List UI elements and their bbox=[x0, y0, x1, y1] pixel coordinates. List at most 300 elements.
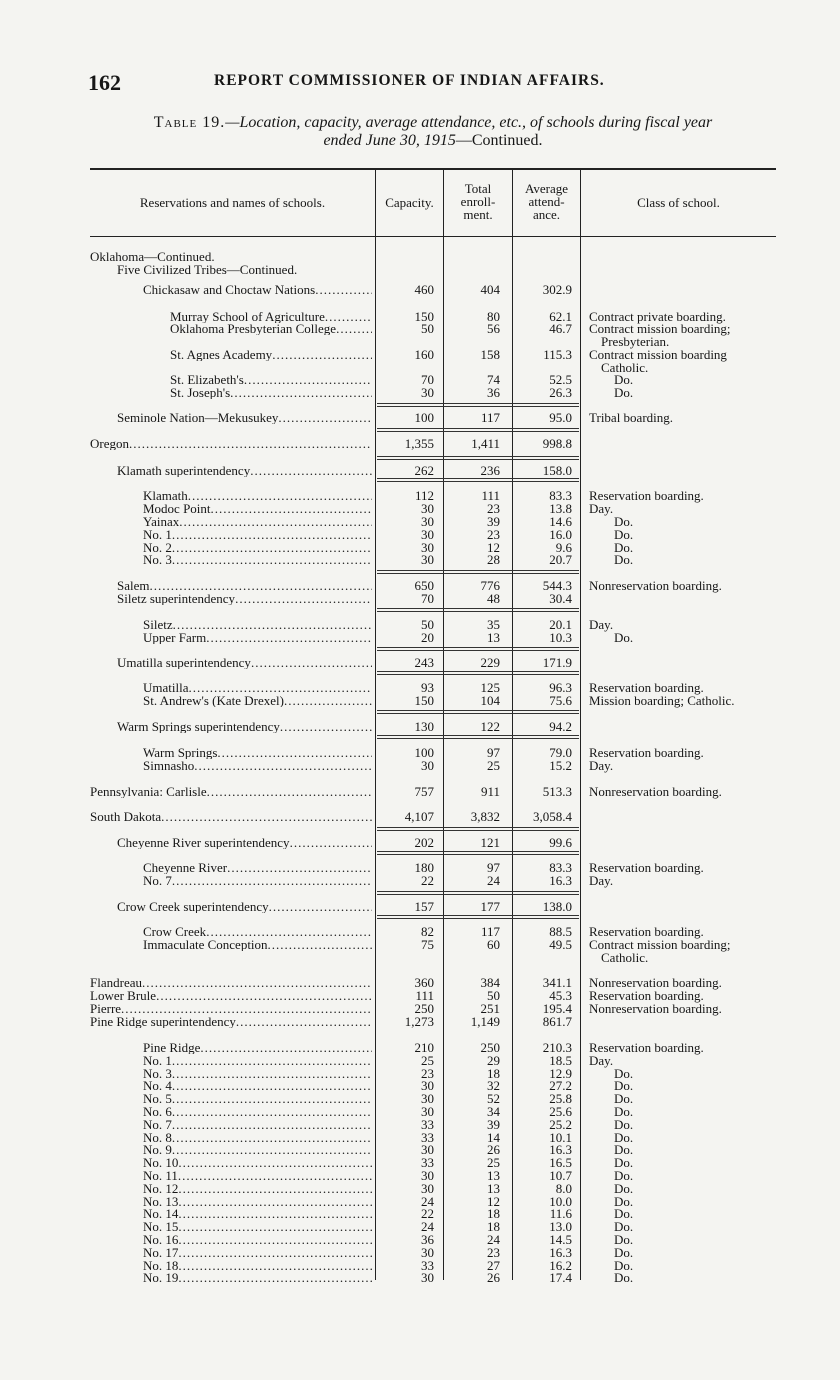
table-row bbox=[0, 553, 840, 566]
table-row bbox=[0, 785, 840, 798]
table-row bbox=[0, 1233, 840, 1246]
school-class: Mission boarding; Catholic. bbox=[589, 693, 735, 708]
school-class: Do. bbox=[614, 1078, 634, 1094]
table-row bbox=[0, 1092, 840, 1105]
attendance-value: 52.5 bbox=[549, 372, 572, 387]
capacity-value: 30 bbox=[421, 501, 434, 516]
enrollment-value: 384 bbox=[480, 975, 500, 990]
attendance-value: 14.6 bbox=[549, 514, 572, 529]
capacity-value: 20 bbox=[421, 630, 434, 645]
enrollment-value: 25 bbox=[487, 1155, 500, 1171]
table-row bbox=[0, 1067, 840, 1080]
school-name: No. 11 ..... bbox=[143, 1169, 372, 1182]
school-name: Yainax ..... bbox=[143, 515, 372, 528]
school-name: Flandreau ..... bbox=[90, 976, 372, 989]
school-name: No. 2 ..... bbox=[143, 541, 372, 554]
school-class: Do. bbox=[614, 552, 634, 567]
enrollment-value: 97 bbox=[487, 860, 500, 875]
table-row bbox=[0, 489, 840, 502]
attendance-value: 62.1 bbox=[549, 309, 572, 324]
capacity-value: 24 bbox=[421, 1219, 434, 1235]
capacity-value: 160 bbox=[414, 347, 434, 362]
table-row bbox=[0, 373, 840, 386]
capacity-value: 33 bbox=[421, 1116, 434, 1132]
school-class: Do. bbox=[614, 1155, 634, 1171]
school-class: Catholic. bbox=[601, 360, 649, 375]
school-class: Do. bbox=[614, 1168, 634, 1183]
school-class: Do. bbox=[614, 1129, 634, 1145]
capacity-value: 4,107 bbox=[404, 809, 434, 824]
table-row bbox=[0, 1015, 840, 1028]
subtotal-rule bbox=[377, 915, 579, 916]
enrollment-value: 23 bbox=[487, 1244, 500, 1260]
subtotal-rule bbox=[377, 647, 579, 648]
capacity-value: 33 bbox=[421, 1155, 434, 1171]
attendance-value: 16.3 bbox=[549, 873, 572, 888]
table-row bbox=[0, 1143, 840, 1156]
table-row bbox=[0, 283, 840, 296]
school-class: Do. bbox=[614, 1065, 634, 1081]
attendance-value: 16.3 bbox=[549, 1244, 572, 1260]
subtotal-rule bbox=[377, 918, 579, 919]
attendance-value: 861.7 bbox=[542, 1014, 572, 1029]
table-row bbox=[0, 720, 840, 733]
attendance-value: 8.0 bbox=[555, 1180, 572, 1196]
school-class: Nonreservation boarding. bbox=[589, 578, 722, 593]
school-class: Tribal boarding. bbox=[589, 410, 674, 425]
enrollment-value: 32 bbox=[487, 1078, 500, 1094]
school-class: Reservation boarding. bbox=[589, 1040, 704, 1055]
school-class: Reservation boarding. bbox=[589, 988, 704, 1003]
capacity-value: 93 bbox=[421, 680, 434, 695]
school-class: Do. bbox=[614, 1116, 634, 1132]
attendance-value: 9.6 bbox=[555, 540, 572, 555]
table-row bbox=[0, 746, 840, 759]
school-name: Immaculate Conception ..... bbox=[143, 938, 372, 951]
enrollment-value: 12 bbox=[487, 540, 500, 555]
enrollment-value: 13 bbox=[487, 1180, 500, 1196]
attendance-value: 20.7 bbox=[549, 552, 572, 567]
enrollment-value: 911 bbox=[480, 784, 500, 799]
enrollment-value: 23 bbox=[487, 527, 500, 542]
attendance-value: 10.0 bbox=[549, 1193, 572, 1209]
capacity-value: 150 bbox=[414, 693, 434, 708]
table-row bbox=[0, 900, 840, 913]
school-name: No. 6 ..... bbox=[143, 1105, 372, 1118]
header-name: Reservations and names of schools. bbox=[139, 195, 326, 210]
attendance-value: 10.7 bbox=[549, 1168, 572, 1183]
school-class: Reservation boarding. bbox=[589, 860, 704, 875]
capacity-value: 22 bbox=[421, 1206, 434, 1222]
enrollment-value: 111 bbox=[481, 488, 500, 503]
school-name: Seminole Nation—Mekusukey ..... bbox=[117, 411, 372, 424]
enrollment-value: 1,411 bbox=[471, 436, 500, 451]
table-row bbox=[0, 348, 840, 361]
enrollment-value: 18 bbox=[487, 1219, 500, 1235]
attendance-value: 171.9 bbox=[542, 655, 572, 670]
enrollment-value: 48 bbox=[487, 591, 500, 606]
school-class: Nonreservation boarding. bbox=[589, 1001, 722, 1016]
school-name: No. 15 ..... bbox=[143, 1220, 372, 1233]
subtotal-rule bbox=[377, 710, 579, 711]
subtotal-rule bbox=[377, 456, 579, 457]
attendance-value: 998.8 bbox=[542, 436, 572, 451]
subtotal-rule bbox=[377, 891, 579, 892]
enrollment-value: 24 bbox=[487, 873, 500, 888]
table-row bbox=[0, 411, 840, 424]
school-name: Warm Springs superintendency ..... bbox=[117, 720, 372, 733]
school-class: Contract mission boarding; bbox=[589, 321, 731, 336]
attendance-value: 10.3 bbox=[549, 630, 572, 645]
table-label: Table 19. bbox=[153, 114, 226, 131]
table-row bbox=[0, 1195, 840, 1208]
school-name: Oregon ..... bbox=[90, 437, 372, 450]
enrollment-value: 13 bbox=[487, 630, 500, 645]
subtotal-rule bbox=[377, 406, 579, 407]
school-name: St. Elizabeth's ..... bbox=[170, 373, 372, 386]
school-name: St. Agnes Academy ..... bbox=[170, 348, 372, 361]
school-name: No. 13 ..... bbox=[143, 1195, 372, 1208]
capacity-value: 30 bbox=[421, 1091, 434, 1107]
subtotal-rule bbox=[377, 431, 579, 432]
capacity-value: 30 bbox=[421, 385, 434, 400]
subtotal-rule bbox=[377, 611, 579, 612]
capacity-value: 30 bbox=[421, 514, 434, 529]
subtotal-rule bbox=[377, 854, 579, 855]
capacity-value: 24 bbox=[421, 1193, 434, 1209]
school-class: Do. bbox=[614, 527, 634, 542]
capacity-value: 70 bbox=[421, 591, 434, 606]
school-class: Nonreservation boarding. bbox=[589, 975, 722, 990]
school-name: Cheyenne River ..... bbox=[143, 861, 372, 874]
attendance-value: 341.1 bbox=[542, 975, 572, 990]
enrollment-value: 29 bbox=[487, 1052, 500, 1068]
capacity-value: 262 bbox=[414, 463, 434, 478]
enrollment-value: 13 bbox=[487, 1168, 500, 1183]
school-name: Lower Brule ..... bbox=[90, 989, 372, 1002]
capacity-value: 1,273 bbox=[404, 1014, 434, 1029]
school-class: Day. bbox=[589, 617, 614, 632]
subtotal-rule bbox=[377, 735, 579, 736]
subtotal-rule bbox=[377, 827, 579, 828]
attendance-value: 83.3 bbox=[549, 488, 572, 503]
school-class: Do. bbox=[614, 1104, 634, 1119]
school-class: Contract private boarding. bbox=[589, 309, 726, 324]
subtotal-rule bbox=[377, 674, 579, 675]
capacity-value: 30 bbox=[421, 552, 434, 567]
capacity-value: 30 bbox=[421, 1078, 434, 1094]
school-name: No. 19 ..... bbox=[143, 1271, 372, 1284]
enrollment-value: 1,149 bbox=[470, 1014, 500, 1029]
enrollment-value: 35 bbox=[487, 617, 500, 632]
table-row bbox=[0, 528, 840, 541]
subtotal-rule bbox=[377, 481, 579, 482]
school-name: No. 17 ..... bbox=[143, 1246, 372, 1259]
school-name: Modoc Point ..... bbox=[143, 502, 372, 515]
school-name: Crow Creek ..... bbox=[143, 925, 372, 938]
school-class: Day. bbox=[589, 501, 614, 516]
capacity-value: 100 bbox=[414, 745, 434, 760]
header-attendance: Average attend- ance. bbox=[524, 181, 569, 222]
school-name: No. 16 ..... bbox=[143, 1233, 372, 1246]
school-class: Reservation boarding. bbox=[589, 488, 704, 503]
attendance-value: 25.2 bbox=[549, 1116, 572, 1132]
capacity-value: 25 bbox=[421, 1052, 434, 1068]
school-class: Presbyterian. bbox=[601, 334, 670, 349]
table-row bbox=[0, 437, 840, 450]
school-name: Siletz superintendency ..... bbox=[117, 592, 372, 605]
capacity-value: 75 bbox=[421, 937, 434, 952]
running-head: REPORT COMMISSIONER OF INDIAN AFFAIRS. bbox=[214, 72, 605, 89]
capacity-value: 30 bbox=[421, 1104, 434, 1119]
school-class: Nonreservation boarding. bbox=[589, 784, 722, 799]
attendance-value: 79.0 bbox=[549, 745, 572, 760]
attendance-value: 45.3 bbox=[549, 988, 572, 1003]
school-name: No. 3 ..... bbox=[143, 553, 372, 566]
attendance-value: 14.5 bbox=[549, 1232, 572, 1247]
school-name: South Dakota ..... bbox=[90, 810, 372, 823]
subtotal-rule bbox=[377, 713, 579, 714]
enrollment-value: 177 bbox=[480, 899, 500, 914]
table-row bbox=[0, 1041, 840, 1054]
school-class: Do. bbox=[614, 1219, 634, 1235]
school-class: Do. bbox=[614, 630, 634, 645]
table-row bbox=[0, 1156, 840, 1169]
attendance-value: 95.0 bbox=[549, 410, 572, 425]
table-row bbox=[0, 631, 840, 644]
enrollment-value: 27 bbox=[487, 1257, 500, 1273]
enrollment-value: 18 bbox=[487, 1065, 500, 1081]
subtotal-rule bbox=[377, 851, 579, 852]
attendance-value: 49.5 bbox=[549, 937, 572, 952]
table-row bbox=[0, 874, 840, 887]
enrollment-value: 104 bbox=[480, 693, 500, 708]
capacity-value: 30 bbox=[421, 758, 434, 773]
school-name: No. 7 ..... bbox=[143, 1118, 372, 1131]
table-row bbox=[0, 1118, 840, 1131]
school-name: St. Andrew's (Kate Drexel) ..... bbox=[143, 694, 372, 707]
attendance-value: 75.6 bbox=[549, 693, 572, 708]
school-class: Do. bbox=[614, 385, 634, 400]
header-enrollment: Total enroll- ment. bbox=[460, 181, 496, 222]
enrollment-value: 28 bbox=[487, 552, 500, 567]
capacity-value: 82 bbox=[421, 924, 434, 939]
attendance-value: 12.9 bbox=[549, 1065, 572, 1081]
table-row bbox=[0, 1246, 840, 1259]
enrollment-value: 251 bbox=[480, 1001, 500, 1016]
attendance-value: 158.0 bbox=[542, 463, 572, 478]
school-name: Siletz ..... bbox=[143, 618, 372, 631]
subtotal-rule bbox=[377, 570, 579, 571]
capacity-value: 22 bbox=[421, 873, 434, 888]
capacity-value: 112 bbox=[414, 488, 434, 503]
capacity-value: 360 bbox=[414, 975, 434, 990]
school-name: No. 9 ..... bbox=[143, 1143, 372, 1156]
table-row bbox=[0, 618, 840, 631]
school-name: No. 8 ..... bbox=[143, 1131, 372, 1144]
attendance-value: 46.7 bbox=[549, 321, 572, 336]
school-name: No. 10 ..... bbox=[143, 1156, 372, 1169]
table-row bbox=[0, 810, 840, 823]
school-name: No. 14 ..... bbox=[143, 1207, 372, 1220]
capacity-value: 33 bbox=[421, 1257, 434, 1273]
capacity-value: 210 bbox=[414, 1040, 434, 1055]
enrollment-value: 52 bbox=[487, 1091, 500, 1107]
capacity-value: 180 bbox=[414, 860, 434, 875]
school-name: Klamath superintendency ..... bbox=[117, 464, 372, 477]
capacity-value: 150 bbox=[414, 309, 434, 324]
school-class: Do. bbox=[614, 540, 634, 555]
header-capacity: Capacity. bbox=[385, 195, 434, 210]
school-name: No. 1 ..... bbox=[143, 528, 372, 541]
school-name: No. 18 ..... bbox=[143, 1259, 372, 1272]
enrollment-value: 14 bbox=[487, 1129, 500, 1145]
enrollment-value: 26 bbox=[487, 1270, 500, 1286]
capacity-value: 33 bbox=[421, 1129, 434, 1145]
attendance-value: 27.2 bbox=[549, 1078, 572, 1094]
enrollment-value: 12 bbox=[487, 1193, 500, 1209]
enrollment-value: 158 bbox=[480, 347, 500, 362]
enrollment-value: 117 bbox=[480, 924, 500, 939]
attendance-value: 17.4 bbox=[549, 1270, 572, 1286]
table-row bbox=[0, 515, 840, 528]
school-name: Pierre ..... bbox=[90, 1002, 372, 1015]
capacity-value: 30 bbox=[421, 1244, 434, 1260]
enrollment-value: 229 bbox=[480, 655, 500, 670]
attendance-value: 26.3 bbox=[549, 385, 572, 400]
table-row bbox=[0, 386, 840, 399]
table-row bbox=[0, 579, 840, 592]
school-name: Crow Creek superintendency ..... bbox=[117, 900, 372, 913]
table-row bbox=[0, 656, 840, 669]
enrollment-value: 56 bbox=[487, 321, 500, 336]
school-class: Day. bbox=[589, 873, 614, 888]
attendance-value: 15.2 bbox=[549, 758, 572, 773]
enrollment-value: 25 bbox=[487, 758, 500, 773]
attendance-value: 115.3 bbox=[543, 347, 572, 362]
subtotal-rule bbox=[377, 894, 579, 895]
school-class: Reservation boarding. bbox=[589, 924, 704, 939]
page-number: 162 bbox=[88, 70, 121, 95]
attendance-value: 302.9 bbox=[542, 282, 572, 297]
capacity-value: 757 bbox=[414, 784, 434, 799]
school-class: Do. bbox=[614, 514, 634, 529]
capacity-value: 243 bbox=[414, 655, 434, 670]
table-row bbox=[0, 861, 840, 874]
attendance-value: 99.6 bbox=[549, 835, 572, 850]
school-class: Do. bbox=[614, 1257, 634, 1273]
subtotal-rule bbox=[377, 738, 579, 739]
attendance-value: 16.3 bbox=[549, 1142, 572, 1158]
school-class: Contract mission boarding; bbox=[589, 937, 731, 952]
capacity-value: 50 bbox=[421, 617, 434, 632]
subtotal-rule bbox=[377, 478, 579, 479]
school-class: Do. bbox=[614, 1193, 634, 1209]
header-bottom-rule bbox=[90, 236, 776, 237]
capacity-value: 30 bbox=[421, 527, 434, 542]
enrollment-value: 97 bbox=[487, 745, 500, 760]
school-name: Murray School of Agriculture ..... bbox=[170, 310, 372, 323]
school-name: No. 5 ..... bbox=[143, 1092, 372, 1105]
table-row bbox=[0, 1079, 840, 1092]
attendance-value: 16.2 bbox=[549, 1257, 572, 1273]
attendance-value: 13.8 bbox=[549, 501, 572, 516]
table-row bbox=[0, 322, 840, 335]
enrollment-value: 23 bbox=[487, 501, 500, 516]
subtotal-rule bbox=[377, 428, 579, 429]
enrollment-value: 50 bbox=[487, 988, 500, 1003]
enrollment-value: 776 bbox=[480, 578, 500, 593]
capacity-value: 36 bbox=[421, 1232, 434, 1247]
subtotal-rule bbox=[377, 573, 579, 574]
attendance-value: 96.3 bbox=[549, 680, 572, 695]
school-name: No. 3 ..... bbox=[143, 1067, 372, 1080]
school-name: No. 1 ..... bbox=[143, 1054, 372, 1067]
school-name: Pennsylvania: Carlisle ..... bbox=[90, 785, 372, 798]
table-caption bbox=[90, 114, 776, 150]
school-name: Oklahoma Presbyterian College ..... bbox=[170, 322, 372, 335]
capacity-value: 130 bbox=[414, 719, 434, 734]
enrollment-value: 125 bbox=[480, 680, 500, 695]
school-name: Salem ..... bbox=[117, 579, 372, 592]
table-row bbox=[0, 1220, 840, 1233]
attendance-value: 13.0 bbox=[549, 1219, 572, 1235]
enrollment-value: 121 bbox=[480, 835, 500, 850]
school-class: Do. bbox=[614, 372, 634, 387]
attendance-value: 94.2 bbox=[549, 719, 572, 734]
school-name: No. 12 ..... bbox=[143, 1182, 372, 1195]
attendance-value: 210.3 bbox=[542, 1040, 572, 1055]
table-row bbox=[0, 836, 840, 849]
subtotal-rule bbox=[377, 650, 579, 651]
table-row bbox=[0, 1169, 840, 1182]
enrollment-value: 80 bbox=[487, 309, 500, 324]
attendance-value: 25.6 bbox=[549, 1104, 572, 1119]
school-class: Do. bbox=[614, 1206, 634, 1222]
school-class: Day. bbox=[589, 1052, 614, 1068]
school-name: Oklahoma—Continued. bbox=[90, 250, 215, 263]
enrollment-value: 26 bbox=[487, 1142, 500, 1158]
caption-text-1: —Location, capacity, average attendance, etc., of schools during fiscal year bbox=[225, 114, 713, 131]
capacity-value: 30 bbox=[421, 1142, 434, 1158]
attendance-value: 20.1 bbox=[549, 617, 572, 632]
enrollment-value: 3,832 bbox=[470, 809, 500, 824]
table-row bbox=[0, 464, 840, 477]
capacity-value: 100 bbox=[414, 410, 434, 425]
school-name: St. Joseph's ..... bbox=[170, 386, 372, 399]
capacity-value: 202 bbox=[414, 835, 434, 850]
school-name: Warm Springs ..... bbox=[143, 746, 372, 759]
capacity-value: 23 bbox=[421, 1065, 434, 1081]
table-row bbox=[0, 263, 840, 276]
table-row bbox=[0, 694, 840, 707]
enrollment-value: 117 bbox=[480, 410, 500, 425]
school-name: Pine Ridge superintendency ..... bbox=[90, 1015, 372, 1028]
school-name: Upper Farm ..... bbox=[143, 631, 372, 644]
table-row bbox=[0, 759, 840, 772]
capacity-value: 30 bbox=[421, 1180, 434, 1196]
enrollment-value: 404 bbox=[480, 282, 500, 297]
school-name: No. 4 ..... bbox=[143, 1079, 372, 1092]
table-row bbox=[0, 951, 840, 964]
enrollment-value: 39 bbox=[487, 514, 500, 529]
capacity-value: 650 bbox=[414, 578, 434, 593]
school-class: Do. bbox=[614, 1270, 634, 1286]
table-row bbox=[0, 1105, 840, 1118]
enrollment-value: 36 bbox=[487, 385, 500, 400]
capacity-value: 70 bbox=[421, 372, 434, 387]
attendance-value: 513.3 bbox=[542, 784, 572, 799]
